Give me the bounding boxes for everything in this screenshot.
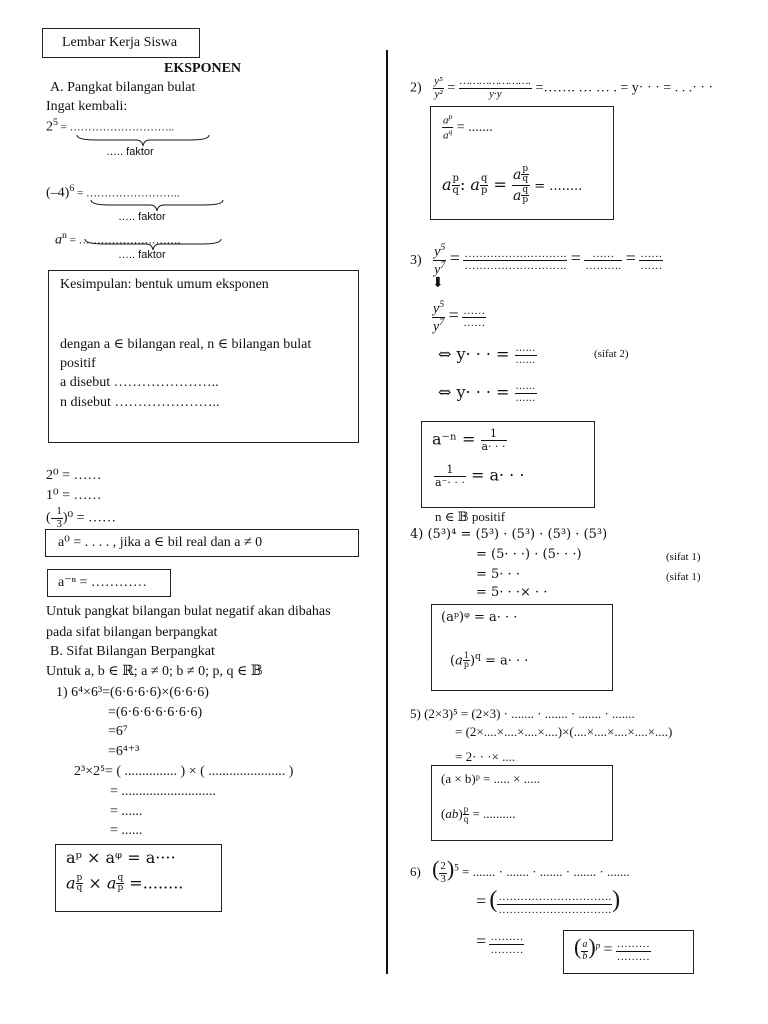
sifat4-box-line-2: (a $\frac{1}{p}$ )$^q$ = a· · · bbox=[450, 651, 529, 670]
sifat5-line-1: 5) (2×3)⁵ = (2×3) · ....... · ....... · ....... · ....... bbox=[410, 706, 635, 721]
sifat6-line-3: = $\frac{\dots\dots\dots}{\dots\dots\dots}$ bbox=[476, 930, 524, 956]
zero-rule-text: a⁰ = . . . . , jika a ∈ bil real dan a ≠ 0 bbox=[58, 535, 263, 550]
sifat5-box-line-2: (ab) $\frac{p}{q}$ = .......... bbox=[441, 804, 516, 825]
kesimpulan-line-3: a disebut ………………….. bbox=[60, 375, 219, 390]
negative-exponent-line-1: a⁻ⁿ = $\frac{1}{a\cdot \cdot \cdot}$ bbox=[432, 427, 506, 453]
sifat1-line-5: 2³×2⁵= ( ............... ) × ( ...................... ) bbox=[74, 764, 294, 779]
sifat1-line-3: =6⁷ bbox=[108, 724, 128, 739]
zero-power-third: (- $\frac{1}{3}$ )⁰ = …… bbox=[46, 505, 116, 530]
sifat5-line-2: = (2×....×....×....×....)×(....×....×....×....×....) bbox=[455, 724, 673, 739]
sifat6-line-1: 6) ( $\frac{2}{3}$ )$^5$ = ....... · ....... · ....... · ....... · ....... bbox=[410, 856, 630, 885]
sifat1-reference-a: (sifat 1) bbox=[666, 551, 701, 563]
sifat4-line-4: = 5· · ·× · · bbox=[476, 585, 548, 600]
sifat4-line-1: 4) (5³)⁴ = (5³) · (5³) · (5³) · (5³) bbox=[410, 527, 608, 542]
kesimpulan-line-4: n disebut ………………….. bbox=[60, 395, 220, 410]
example-2-pow-5: $2^5$ = ……………………….. bbox=[46, 117, 175, 135]
sifat1-line-2: =(6·6·6·6·6·6·6) bbox=[108, 705, 203, 720]
section-a-title: A. Pangkat bilangan bulat bbox=[50, 80, 196, 95]
kesimpulan-line-2: positif bbox=[60, 356, 96, 371]
sifat1-line-1: 1) 6⁴×6³=(6·6·6·6)×(6·6·6) bbox=[56, 685, 209, 700]
sifat4-line-3: = 5· · · bbox=[476, 567, 520, 582]
negative-rule-text: a⁻ⁿ = ………… bbox=[58, 575, 147, 590]
sifat2-line: 2) $\frac{\text{y⁵}}{\text{y²}}$ = $\frac{\dots\dots\dots\dots\dots\dots\dots.}{y\cdot y}$ =……. … … . = y· · · = . . .· · · bbox=[410, 75, 714, 100]
sifat4-line-2: = (5· · ·) · (5· · ·) bbox=[476, 547, 582, 562]
faktor-label-2: ….. faktor bbox=[118, 211, 166, 223]
section-b-title: B. Sifat Bilangan Berpangkat bbox=[50, 644, 215, 659]
sifat5-box-line-1: (a × b)ᵖ = ..... × ..... bbox=[441, 771, 540, 786]
sifat4-box-line-1: (aᵖ)ᵠ = a· · · bbox=[441, 610, 518, 625]
faktor-label-3: ….. faktor bbox=[118, 249, 166, 261]
kesimpulan-line-1: dengan a ∈ bilangan real, n ∈ bilangan bulat bbox=[60, 337, 312, 352]
sifat1-line-8: = ...... bbox=[110, 823, 143, 838]
n-positive-note: n ∈ 𝔹 positif bbox=[435, 509, 506, 524]
sifat2-box-line-1: $\frac{a^p}{a^q}$ = ....... bbox=[443, 112, 493, 142]
sifat2-box-line-2: a $\frac{p}{q}$ : a $\frac{q}{p}$ = a $\frac{p}{q}$ a $\frac{q}{p}$ = ........ bbox=[442, 164, 583, 206]
example-a-pow-n: $a^n$ = ………………………. bbox=[55, 230, 181, 248]
sifat2-reference: (sifat 2) bbox=[594, 348, 629, 360]
negative-note-2: pada sifat bilangan berpangkat bbox=[46, 625, 218, 640]
example-neg4-pow-6: $(-4)^6$ = …………………….. bbox=[46, 183, 180, 201]
sifat5-line-3: = 2· · ·× .... bbox=[455, 749, 516, 764]
negative-note-1: Untuk pangkat bilangan bulat negatif akan dibahas bbox=[46, 604, 331, 619]
worksheet-title: Lembar Kerja Siswa bbox=[62, 35, 178, 50]
down-arrow-icon: ⬇ bbox=[432, 276, 444, 291]
column-divider bbox=[386, 50, 388, 974]
sifat6-line-2: = ( $\frac{\dots\dots\dots\dots\dots\dots\dots\dots\dots\dots.}{\dots\dots\dots\dots\dots\dots\dots\dots\dots\dots.}$ ) bbox=[476, 887, 621, 916]
sifat3-line-2: $\frac{y^5}{y^7}$ = $\frac{\dots\dots}{\dots\dots}$ bbox=[433, 299, 486, 335]
sifat1-line-7: = ...... bbox=[110, 804, 143, 819]
zero-power-1: 1⁰ = …… bbox=[46, 488, 102, 503]
faktor-label-1: ….. faktor bbox=[106, 146, 154, 158]
sifat3-line-3: ⇔ y· · · = $\frac{\dots\dots}{\dots\dots}$ bbox=[438, 343, 536, 366]
sifat1-reference-b: (sifat 1) bbox=[666, 571, 701, 583]
ingat-label: Ingat kembali: bbox=[46, 99, 128, 114]
rule1-line-2: a $\frac{p}{q}$ × a $\frac{q}{p}$ =........ bbox=[66, 873, 184, 894]
negative-exponent-line-2: $\frac{1}{a^-\cdot \cdot \cdot}$ = a· · · bbox=[435, 463, 525, 489]
sifat1-line-6: = ........................... bbox=[110, 784, 216, 799]
sifat3-line-4: ⇔ y· · · = $\frac{\dots\dots}{\dots\dots}$ bbox=[438, 381, 536, 404]
sifat6-box-content: ( $\frac{a}{b}$ )$^p$ = $\frac{\dots\dots\dots}{\dots\dots\dots}$ bbox=[574, 934, 650, 963]
sifat3-line-1: 3) $\frac{y^5}{y^7}$ = $\frac{\dots\dots\dots\dots\dots\dots\dots\dots\dots.}{\dots\dots\dots\dots\dots\dots\dots\dots\dots.}$ = $\frac{\dots\dots}{\dots\dots\dots.}$ = $\frac{\dots\dots}{\dots\dots}$ bbox=[410, 242, 663, 278]
page-heading: EKSPONEN bbox=[164, 61, 242, 76]
untuk-line: Untuk a, b ∈ ℝ; a ≠ 0; b ≠ 0; p, q ∈ 𝔹 bbox=[46, 664, 263, 679]
rule1-line-1: aᵖ × aᵠ = a···· bbox=[66, 848, 176, 867]
zero-power-2: 2⁰ = …… bbox=[46, 468, 102, 483]
sifat1-line-4: =6⁴⁺³ bbox=[108, 744, 140, 759]
kesimpulan-title: Kesimpulan: bentuk umum eksponen bbox=[60, 277, 269, 292]
